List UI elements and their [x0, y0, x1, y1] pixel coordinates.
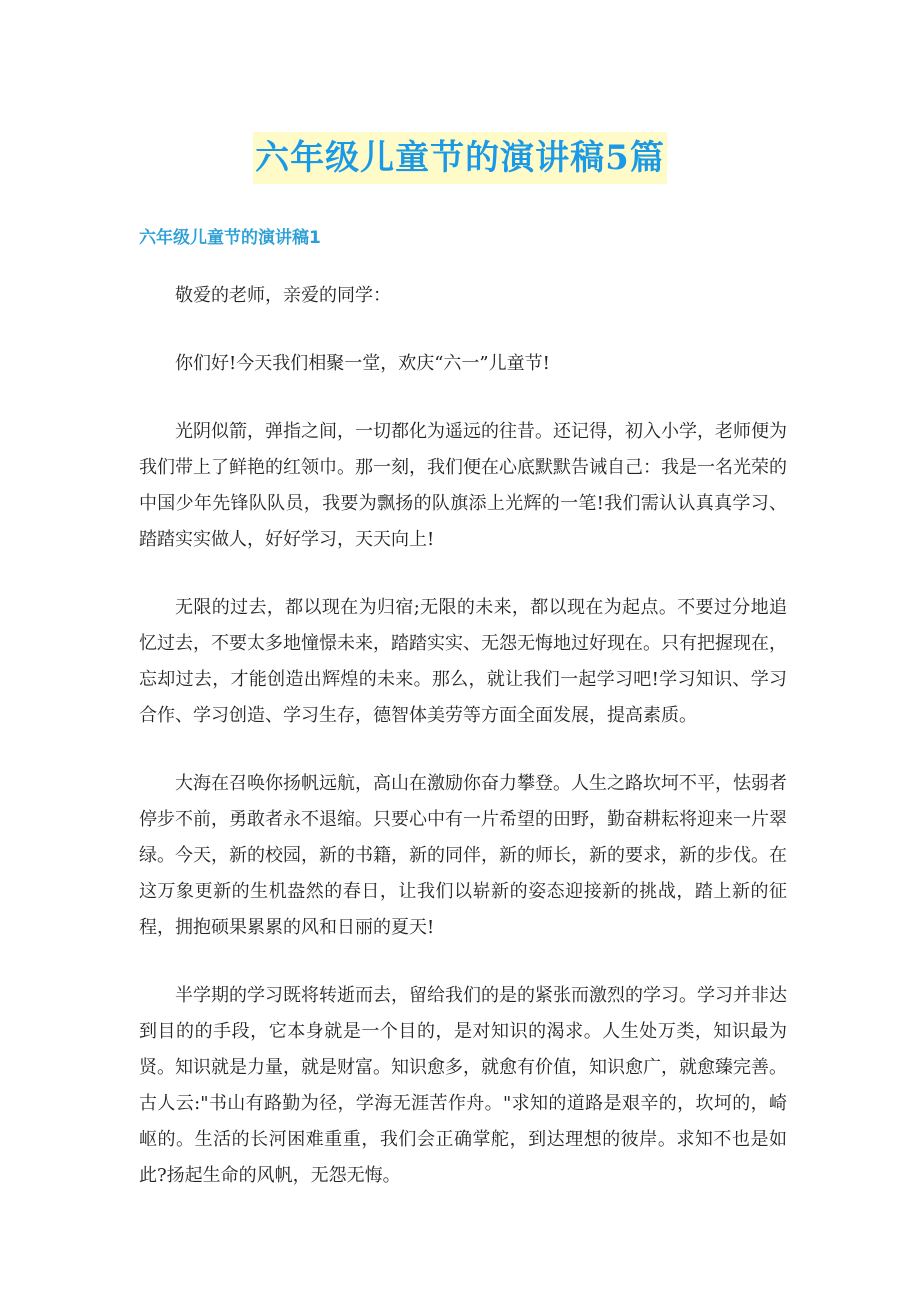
paragraph: 无限的过去，都以现在为归宿;无限的未来，都以现在为起点。不要过分地追忆过去，不要太多地憧憬未来，踏踏实实、无怨无悔地过好现在。只有把握现在，忘却过去，才能创造出辉煌的未来。那么，就让我们一起学习吧!学习知识、学习合作、学习创造、学习生存，德智体美劳等方面全面发展，提高素质。 — [139, 597, 787, 726]
document-title: 六年级儿童节的演讲稿5篇 — [253, 132, 667, 184]
paragraph-greeting: 敬爱的老师，亲爱的同学： — [175, 285, 391, 306]
paragraph-hello: 你们好!今天我们相聚一堂，欢庆“六一”儿童节! — [175, 353, 550, 374]
title-container — [0, 132, 920, 184]
section-heading: 六年级儿童节的演讲稿1 — [139, 228, 321, 248]
paragraph: 光阴似箭，弹指之间，一切都化为遥远的往昔。还记得，初入小学，老师便为我们带上了鲜艳的红领巾。那一刻，我们便在心底默默告诫自己：我是一名光荣的中国少年先锋队队员，我要为飘扬的队旗添上光辉的一笔!我们需认认真真学习、踏踏实实做人，好好学习，天天向上! — [139, 421, 787, 550]
document-body — [139, 278, 787, 1226]
paragraph: 大海在召唤你扬帆远航，高山在激励你奋力攀登。人生之路坎坷不平，怯弱者停步不前，勇敢者永不退缩。只要心中有一片希望的田野，勤奋耕耘将迎来一片翠绿。今天，新的校园，新的书籍，新的同伴，新的师长，新的要求，新的步伐。在这万象更新的生机盎然的春日，让我们以崭新的姿态迎接新的挑战，踏上新的征程，拥抱硕果累累的风和日丽的夏天! — [139, 773, 787, 938]
paragraph: 半学期的学习既将转逝而去，留给我们的是的紧张而激烈的学习。学习并非达到目的的手段，它本身就是一个目的，是对知识的渴求。人生处万类，知识最为贤。知识就是力量，就是财富。知识愈多，就愈有价值，知识愈广，就愈臻完善。古人云:"书山有路勤为径，学海无涯苦作舟。"求知的道路是艰辛的，坎坷的，崎岖的。生活的长河困难重重，我们会正确掌舵，到达理想的彼岸。求知不也是如此?扬起生命的风帆，无怨无悔。 — [139, 985, 787, 1186]
